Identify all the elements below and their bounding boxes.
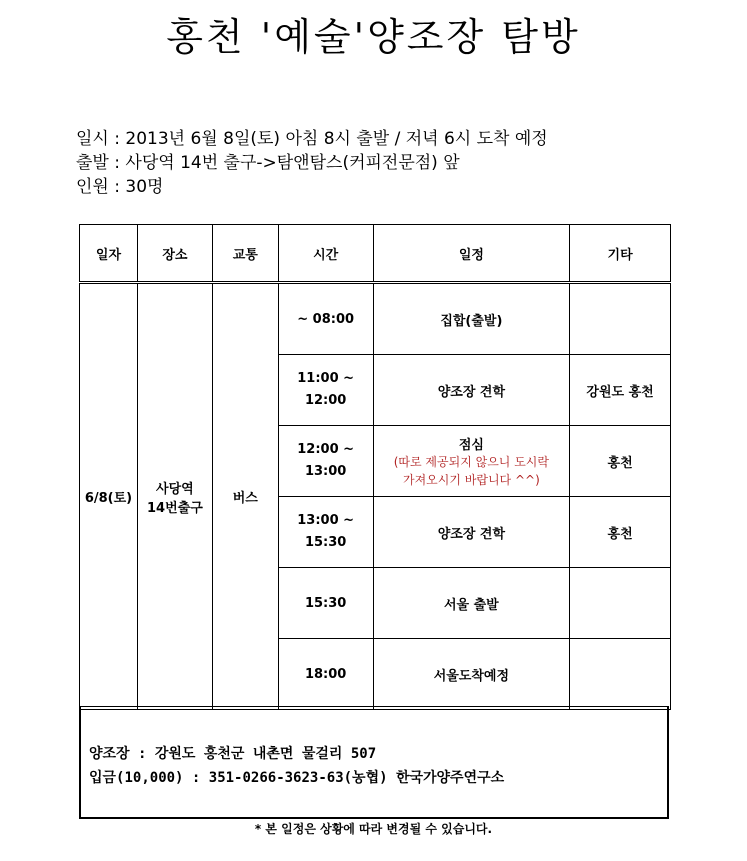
- info-people-label: 인원: [76, 177, 109, 197]
- deposit-info: 입금(10,000) : 351-0266-3623-63(농협) 한국가양주연구소: [89, 770, 505, 786]
- brewery-address: 양조장 : 강원도 홍천군 내촌면 물걸리 507: [89, 746, 377, 762]
- footer-info-box: [79, 706, 669, 819]
- schedule-table: [79, 224, 671, 710]
- cell-note: [570, 639, 671, 710]
- cell-place: 사당역 14번출구: [137, 283, 212, 710]
- info-people-value: 30명: [125, 177, 164, 197]
- cell-date: 6/8(토): [80, 283, 138, 710]
- cell-time: 12:00 ~ 13:00: [278, 426, 373, 497]
- cell-plan: 양조장 견학: [373, 497, 570, 568]
- cell-note: 홍천: [570, 497, 671, 568]
- cell-plan: 서울 출발: [373, 568, 570, 639]
- cell-plan: 집합(출발): [373, 283, 570, 355]
- cell-note: [570, 568, 671, 639]
- header-transport: 교통: [212, 225, 278, 283]
- info-depart-value: 사당역 14번 출구->탐앤탐스(커피전문점) 앞: [125, 153, 460, 173]
- cell-plan: [373, 426, 570, 497]
- header-plan: 일정: [373, 225, 570, 283]
- table-row: [80, 283, 671, 355]
- info-date-value: 2013년 6월 8일(토) 아침 8시 출발 / 저녁 6시 도착 예정: [125, 129, 548, 149]
- lunch-note: (따로 제공되지 않으니 도시락 가져오시기 바랍니다 ^^): [393, 454, 549, 487]
- cell-transport: 버스: [212, 283, 278, 710]
- header-date: 일자: [80, 225, 138, 283]
- header-time: 시간: [278, 225, 373, 283]
- info-depart: 출발 : 사당역 14번 출구->탐앤탐스(커피전문점) 앞: [76, 153, 460, 173]
- cell-time: 13:00 ~ 15:30: [278, 497, 373, 568]
- page-title: 홍천 '예술'양조장 탐방: [166, 15, 581, 59]
- header-place: 장소: [137, 225, 212, 283]
- schedule-notice: * 본 일정은 상황에 따라 변경될 수 있습니다.: [254, 822, 493, 836]
- info-depart-label: 출발: [76, 153, 109, 173]
- cell-note: 홍천: [570, 426, 671, 497]
- cell-note: 강원도 홍천: [570, 355, 671, 426]
- cell-plan: 양조장 견학: [373, 355, 570, 426]
- info-people: 인원 : 30명: [76, 177, 164, 197]
- info-date-label: 일시: [76, 129, 109, 149]
- info-date: 일시 : 2013년 6월 8일(토) 아침 8시 출발 / 저녁 6시 도착 예정: [76, 129, 548, 149]
- cell-note: [570, 283, 671, 355]
- cell-plan: 서울도착예정: [373, 639, 570, 710]
- cell-time: ~ 08:00: [278, 283, 373, 355]
- cell-time: 18:00: [278, 639, 373, 710]
- header-etc: 기타: [570, 225, 671, 283]
- table-header-row: [80, 225, 671, 283]
- plan-lunch: 점심: [458, 437, 484, 453]
- cell-time: 11:00 ~ 12:00: [278, 355, 373, 426]
- cell-time: 15:30: [278, 568, 373, 639]
